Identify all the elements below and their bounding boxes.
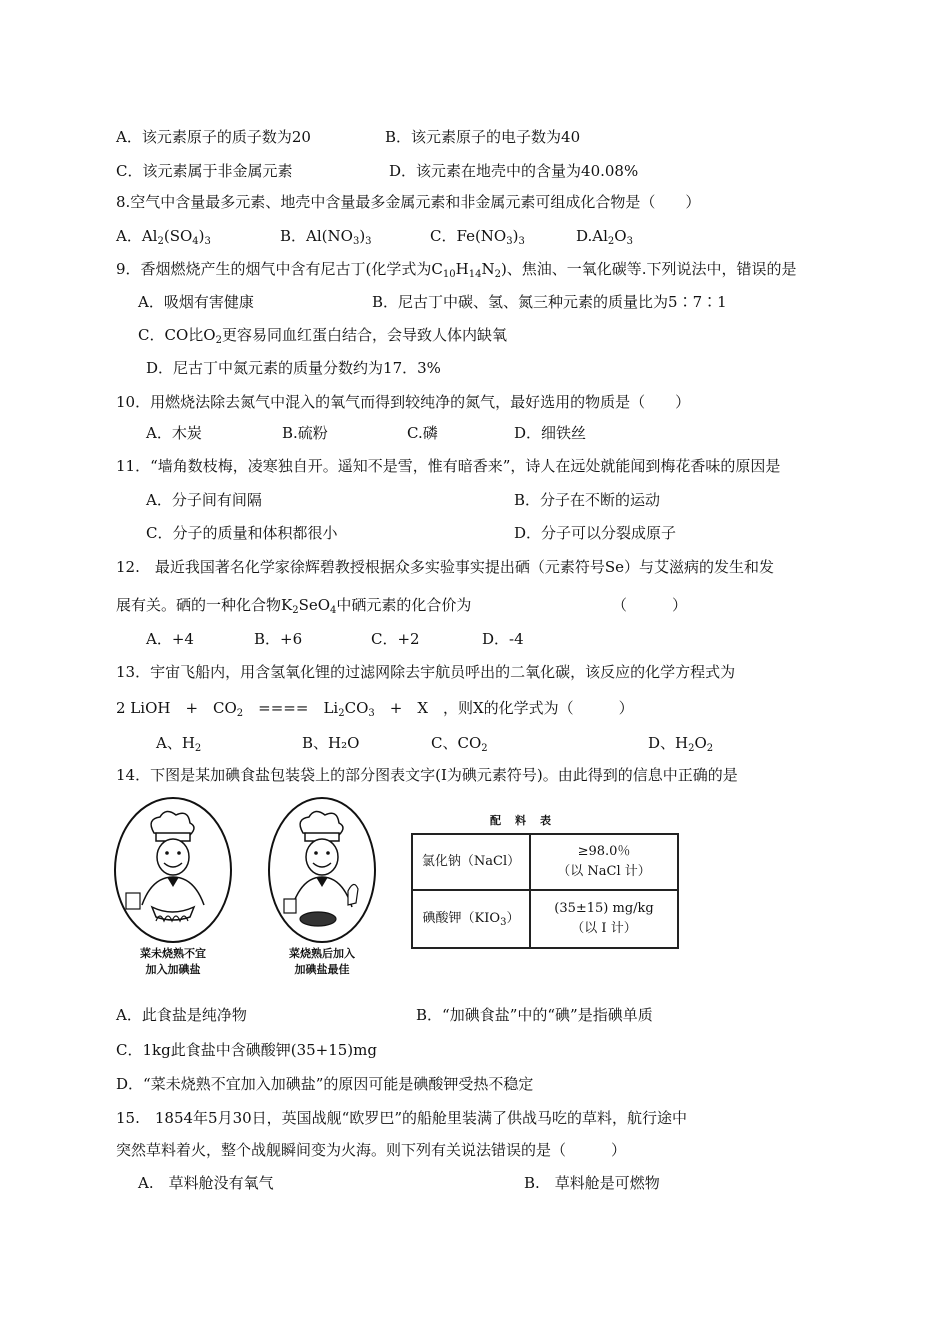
q12-line2: 展有关。硒的一种化合物$K_2SeO_4$中硒元素的化合价为	[116, 596, 472, 616]
q12-option-c: C．+2	[371, 630, 420, 648]
q15-option-a: A. 草料舱没有氧气	[138, 1174, 274, 1192]
q7-option-a: A．该元素原子的质子数为20	[116, 128, 311, 146]
q13-option-a: A、$H_2$	[156, 734, 202, 754]
q12-option-b: B．+6	[254, 630, 303, 648]
q13-option-d: D、$H_2O_2$	[648, 734, 714, 754]
q7-option-d: D．该元素在地壳中的含量为40.08%	[389, 162, 639, 180]
q7-option-b: B．该元素原子的电子数为40	[385, 128, 581, 146]
q12-option-d: D．-4	[482, 630, 524, 648]
q8-option-b: B．$Al(NO_3)_3$	[280, 227, 372, 247]
chef-caption-2-line2: 加碘盐最佳	[294, 963, 350, 976]
q13-option-c: C、$CO_2$	[431, 734, 488, 754]
q13-option-b: B、H₂O	[302, 734, 360, 752]
q15-line1: 15. 1854年5月30日，英国战舰“欧罗巴”的船舱里装满了供战马吃的草料，航行途中	[116, 1109, 687, 1127]
chef-caption-1-line1: 菜未烧熟不宜	[140, 947, 206, 960]
q14-stem: 14．下图是某加碘食盐包装袋上的部分图表文字(I为碘元素符号)。由此得到的信息中正确的是	[116, 766, 738, 784]
q14-option-b: B．“加碘食盐”中的“碘”是指碘单质	[416, 1006, 653, 1024]
q8-option-a: A．$Al_2(SO_4)_3$	[116, 227, 211, 247]
table-cell-value: ≥98.0％	[577, 844, 631, 859]
q7-option-c: C．该元素属于非金属元素	[116, 162, 293, 180]
q11-option-c: C．分子的质量和体积都很小	[146, 524, 338, 542]
q13-equation: 2 LiOH + $CO_2$ ==== $Li_2CO_3$ + X ，则X的化学式为（ ）	[116, 699, 634, 719]
q8-stem: 8.空气中含量最多元素、地壳中含量最多金属元素和非金属元素可组成化合物是（ ）	[116, 193, 701, 211]
ingredient-table	[411, 833, 679, 949]
table-cell: 氯化钠（NaCl）	[412, 834, 530, 890]
q14-option-d: D．“菜未烧熟不宜加入加碘盐”的原因可能是碘酸钾受热不稳定	[116, 1075, 534, 1093]
q9-option-b: B．尼古丁中碳、氢、氮三种元素的质量比为5∶7∶1	[372, 293, 727, 311]
table-cell-note: （以 NaCl 计）	[557, 864, 651, 879]
ingredient-table-title: 配料表	[490, 814, 565, 827]
q11-option-d: D．分子可以分裂成原子	[514, 524, 677, 542]
q8-option-c: C．$Fe(NO_3)_3$	[430, 227, 525, 247]
chef-caption-2	[266, 946, 378, 978]
q10-stem: 10．用燃烧法除去氮气中混入的氧气而得到较纯净的氮气，最好选用的物质是（ ）	[116, 393, 691, 411]
table-cell	[530, 890, 678, 948]
q13-line1: 13．宇宙飞船内，用含氢氧化锂的过滤网除去宇航员呼出的二氧化碳，该反应的化学方程式为	[116, 663, 736, 681]
chef-caption-1-line2: 加入加碘盐	[145, 963, 201, 976]
q11-stem: 11．“墙角数枝梅，凌寒独自开。遥知不是雪，惟有暗香来”，诗人在远处就能闻到梅花香味的原因是	[116, 457, 781, 475]
q11-option-b: B．分子在不断的运动	[514, 491, 661, 509]
q14-option-a: A．此食盐是纯净物	[116, 1006, 247, 1024]
q10-option-b: B.硫粉	[282, 424, 328, 442]
q15-line2: 突然草料着火，整个战舰瞬间变为火海。则下列有关说法错误的是（ ）	[116, 1141, 627, 1159]
q8-option-d: $D.Al_2O_3$	[576, 227, 633, 247]
q15-option-b: B. 草料舱是可燃物	[524, 1174, 660, 1192]
q9-option-a: A．吸烟有害健康	[138, 293, 254, 311]
table-cell: 碘酸钾$(KIO_3)$	[412, 890, 530, 948]
table-cell-value: (35±15) mg/kg	[554, 901, 654, 916]
q9-stem: 9．香烟燃烧产生的烟气中含有尼古丁(化学式为$C_{10}H_{14}N_2$)、焦油、一氧化碳等.下列说法中，错误的是	[116, 260, 797, 280]
table-cell-note: （以 I 计）	[571, 921, 637, 936]
chef-caption-2-line1: 菜烧熟后加入	[289, 947, 355, 960]
q10-option-a: A．木炭	[146, 424, 202, 442]
q9-option-d: D．尼古丁中氮元素的质量分数约为17．3%	[146, 359, 441, 377]
q10-option-c: C.磷	[407, 424, 438, 442]
chef-caption-1	[116, 946, 230, 978]
q11-option-a: A．分子间有间隔	[146, 491, 262, 509]
q12-line1: 12. 最近我国著名化学家徐辉碧教授根据众多实验事实提出硒（元素符号Se）与艾滋病的发生和发	[116, 558, 775, 576]
q9-option-c: C．CO比$O_2$更容易同血红蛋白结合，会导致人体内缺氧	[138, 326, 507, 346]
chef-illustration-2	[266, 795, 378, 945]
q14-option-c: C．1kg此食盐中含碘酸钾(35+15)mg	[116, 1041, 377, 1059]
q12-option-a: A．+4	[146, 630, 194, 648]
table-cell	[530, 834, 678, 890]
chef-illustration-1	[112, 795, 234, 945]
q10-option-d: D．细铁丝	[514, 424, 587, 442]
q12-answer-paren: （ ）	[612, 596, 688, 614]
